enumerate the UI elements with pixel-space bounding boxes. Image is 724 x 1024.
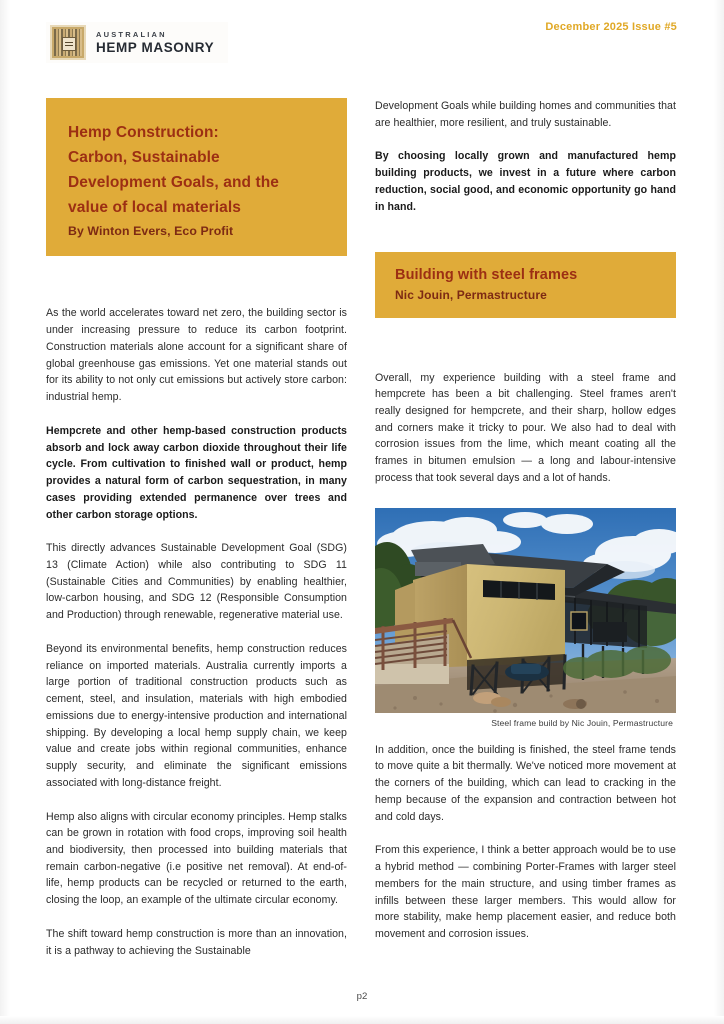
photo-caption: Steel frame build by Nic Jouin, Permastructure (491, 717, 673, 728)
main-title-line-2: Carbon, Sustainable (68, 149, 220, 167)
secondary-article-author: Nic Jouin, Permastructure (395, 287, 547, 302)
secondary-article-title: Building with steel frames (395, 267, 578, 284)
brand-wordmark (96, 31, 214, 55)
secondary-paragraph-3: From this experience, I think a better approach would be to use a hybrid method — combining Porter-Frames with larger steel members for the main structure, and using timber frames as infills between these larger members. This would allow for more stability, make hemp placement easier, and reduce both movement and corrosion issues. (375, 844, 676, 941)
secondary-paragraph-2: In addition, once the building is finished, the steel frame tends to move quite a bit thermally. We've noticed more movement at the corners of the building, which can lead to cracking in the hemp because of the expansion and contraction between hot and cold days. (375, 743, 676, 823)
main-paragraph-3: This directly advances Sustainable Development Goal (SDG) 13 (Climate Action) while also contributing to SDG 11 (Sustainable Cities and Communities) by enabling healthier, low-carbon housing, and SDG 12 (Responsible Consumption and Production) through renewable, regenerative material use. (46, 542, 347, 622)
logo-inner-square (62, 37, 76, 51)
page-header (0, 0, 724, 78)
right-column (375, 98, 676, 943)
photo-figure (375, 508, 676, 728)
brand-logo (46, 22, 228, 63)
page-edge-right (714, 0, 724, 1024)
main-paragraph-6: The shift toward hemp construction is more than an innovation, it is a pathway to achieving the Sustainable (46, 927, 347, 957)
page-number: p2 (356, 991, 368, 1002)
main-paragraph-4: Beyond its environmental benefits, hemp construction reduces reliance on imported materials. Australia currently imports a large portion of traditional construction products such as cement, steel, and insulation, materials with high embodied emissions due to energy-intensive production and international shipping. By developing a local hemp supply chain, we keep value and create jobs within regional communities, enhance supply security, and eliminate the significant emissions associated with long-distance freight. (46, 642, 347, 789)
left-column (46, 98, 347, 959)
hemp-block-logo-mark-icon (50, 25, 86, 60)
main-paragraph-5: Hemp also aligns with circular economy principles. Hemp stalks can be grown in rotation with food crops, improving soil health and biodiversity, then processed into building materials that remain carbon-negative (i.e positive net removal). At end-of-life, hemp products can be recycled or returned to the earth, closing the loop, an example of the ultimate circular economy. (46, 810, 348, 907)
page-edge-bottom (0, 1016, 724, 1024)
main-paragraph-2: Hempcrete and other hemp-based construction products absorb and lock away carbon dioxide throughout their life cycle. From cultivation to finished wall or product, hemp provides a natural form of carbon sequestration, in many cases providing extended permanence over trees and other carbon storage options. (46, 424, 347, 521)
brand-line-2: HEMP MASONRY (96, 40, 215, 55)
main-title-line-4: value of local materials (68, 199, 241, 217)
main-paragraph-closing: By choosing locally grown and manufactured hemp building products, we invest in a future where carbon reduction, social good, and economic opportunity go hand in hand. (375, 150, 676, 213)
steel-frame-hempcrete-house-photo (375, 508, 676, 713)
brand-line-1: AUSTRALIAN (96, 29, 167, 39)
secondary-paragraph-1: Overall, my experience building with a steel frame and hempcrete has been a bit challenging. Steel frames aren't really designed for hempcrete, and their sharp, hollow edges and corners make it tricky to pour. We also had to deal with corrosion issues from the lime, which meant coating all the frames in bitumen emulsion — a long and labour-intensive process that took several days and a lot of hands. (375, 371, 676, 484)
page-edge-left (0, 0, 10, 1024)
main-article-byline: By Winton Evers, Eco Profit (68, 224, 234, 239)
secondary-article-title-banner (375, 252, 676, 317)
main-article-title-banner (46, 98, 347, 256)
main-paragraph-1: As the world accelerates toward net zero, the building sector is under increasing pressure to reduce its carbon footprint. Construction materials alone account for a significant share of global greenhouse gas emissions. Yet one material stands out for its ability to not only cut emissions but actively store carbon: industrial hemp. (46, 307, 347, 404)
issue-info: December 2025 Issue #5 (545, 21, 677, 33)
main-title-line-1: Hemp Construction: (68, 124, 219, 141)
main-paragraph-continued: Development Goals while building homes and communities that are healthier, more resilient, and truly sustainable. (375, 100, 676, 129)
main-title-line-3: Development Goals, and the (68, 174, 280, 192)
